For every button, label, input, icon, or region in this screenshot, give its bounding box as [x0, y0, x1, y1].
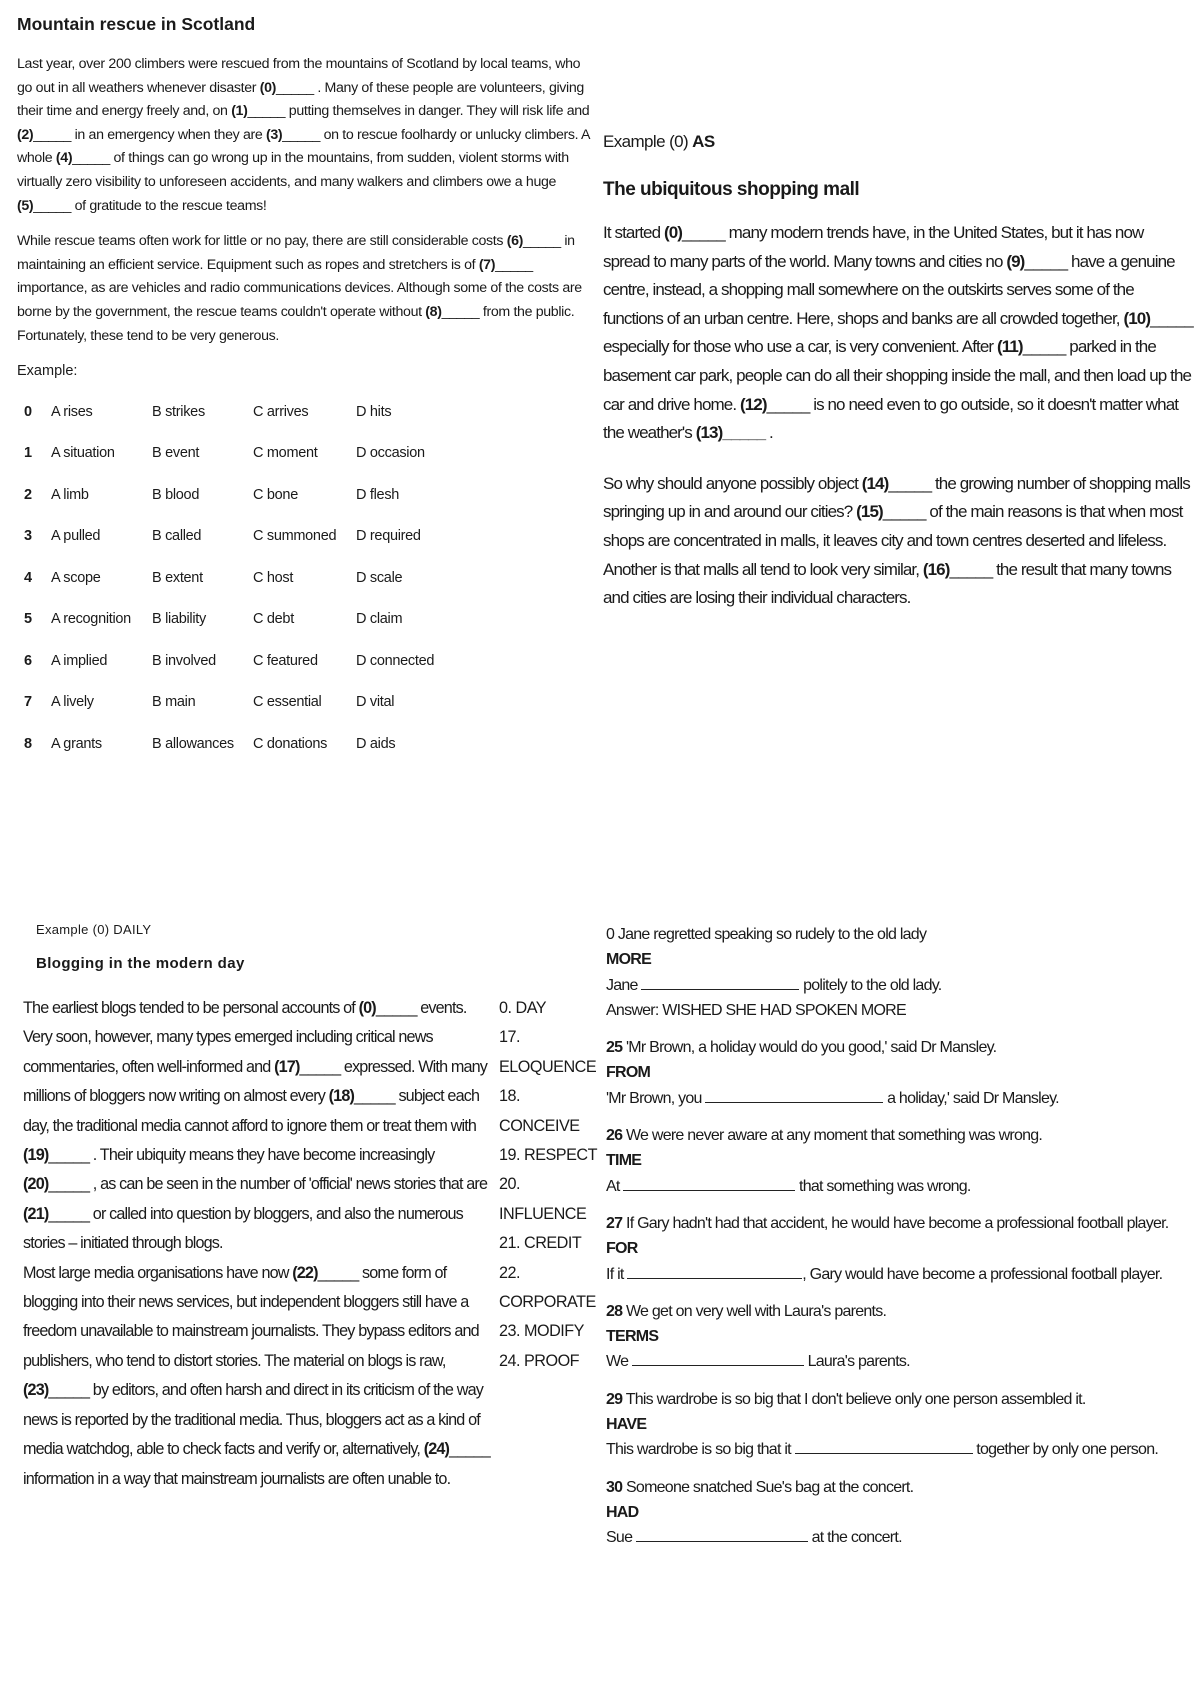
transformation-item: [606, 1475, 1196, 1551]
option-b: B blood: [152, 486, 200, 503]
text-run: _____ information in a way that mainstream journalists are often unable to.: [23, 1440, 490, 1488]
item-number: 30: [606, 1478, 623, 1496]
shopping-mall-section: [603, 132, 1193, 613]
option-c: C debt: [253, 611, 294, 628]
word-prompt: 17.: [499, 1028, 521, 1047]
question-number: 8: [24, 735, 32, 752]
section-title: The ubiquitous shopping mall: [603, 179, 860, 200]
gap-number: (4): [55, 150, 73, 167]
option-d: D aids: [356, 735, 396, 752]
blogging-passage: [23, 994, 493, 1494]
sentence-end: that something was wrong.: [795, 1177, 971, 1195]
text-run: _____ especially for those who use a car, is very convenient. After: [603, 308, 1193, 357]
gap-number: (15): [856, 502, 883, 522]
text-run: _____ by editors, and often harsh and direct in its criticism of the way news is reported by the traditional media. Thus, bloggers act as a kind of media watchdog, able to check facts and verify or, alternatively,: [23, 1381, 483, 1459]
sentence-end: a holiday,' said Dr Mansley.: [883, 1089, 1059, 1107]
sentence-start: Sue: [606, 1529, 636, 1547]
text-run: _____ , as can be seen in the number of 'official' news stories that are: [48, 1175, 488, 1194]
option-c: C essential: [253, 694, 322, 711]
text-run: _____ of things can go wrong up in the mountains, from sudden, violent storms with virtually zero visibility to unforeseen accidents, and many walkers and climbers owe a huge: [17, 150, 569, 190]
section-title: Mountain rescue in Scotland: [17, 14, 256, 34]
option-row: [17, 433, 434, 475]
option-d: D flesh: [356, 486, 400, 503]
example-line: [603, 132, 1193, 152]
option-c: C host: [253, 569, 294, 586]
prompt-text: This wardrobe is so big that I don't believe only one person assembled it.: [622, 1390, 1086, 1408]
gap-number: (24): [423, 1440, 450, 1459]
text-run: _____ is no need even to go outside, so it doesn't matter what the weather's: [603, 394, 1179, 443]
example-label: Example:: [17, 363, 78, 380]
prompt-text: We get on very well with Laura's parents.: [622, 1302, 887, 1320]
sentence-end: Laura's parents.: [803, 1353, 910, 1371]
option-d: D required: [356, 528, 421, 545]
passage-paragraph: [17, 230, 597, 348]
key-word: HAVE: [606, 1416, 647, 1434]
word-prompt: 21. CREDIT: [499, 1234, 582, 1253]
option-c: C donations: [253, 735, 328, 752]
option-a: A pulled: [51, 528, 101, 545]
key-word: FROM: [606, 1064, 651, 1082]
text-run: _____ . Many of these people are volunteers, giving their time and energy freely and, on: [17, 79, 584, 120]
prompt-sentence: [606, 1123, 1196, 1148]
question-number: 4: [24, 569, 32, 586]
gap-number: (0): [358, 999, 376, 1017]
question-number: 2: [24, 486, 32, 503]
word-prompt: 20.: [499, 1175, 521, 1194]
text-run: _____ or called into question by bloggers, and also the numerous stories – initiated through blogs.: [23, 1204, 463, 1253]
passage-paragraph: [17, 53, 597, 218]
option-row: [17, 640, 434, 682]
option-a: A scope: [51, 569, 101, 586]
question-number: 1: [24, 445, 32, 462]
option-d: D occasion: [356, 445, 425, 462]
gap-number: (20): [23, 1175, 49, 1194]
text-run: _____ in an emergency when they are: [33, 126, 266, 143]
word-formation-list: [499, 994, 599, 1376]
text-run: _____ importance, as are vehicles and radio communications devices. Although some of the costs are borne by the government, the rescue teams couldn't operate without: [17, 256, 582, 320]
sentence-start: 'Mr Brown, you: [606, 1089, 706, 1107]
option-b: B involved: [152, 652, 216, 669]
sentence-end: together by only one person.: [972, 1441, 1159, 1459]
option-b: B strikes: [152, 403, 205, 420]
option-b: B liability: [152, 611, 206, 628]
prompt-sentence: [606, 1035, 1196, 1060]
option-a: A limb: [51, 486, 89, 503]
option-b: B called: [152, 528, 202, 545]
sentence-end: at the concert.: [807, 1529, 902, 1547]
item-number: 26: [606, 1127, 623, 1145]
example-prefix: Example (0): [603, 132, 693, 151]
gap-number: (23): [23, 1381, 49, 1400]
prompt-sentence: [606, 1211, 1196, 1236]
prompt-sentence: [606, 1299, 1196, 1324]
answer-blank[interactable]: [795, 1439, 973, 1454]
gap-number: (13)_____: [695, 423, 766, 443]
gap-number: (9): [1006, 251, 1025, 271]
question-number: 6: [24, 652, 32, 669]
prompt-sentence: [606, 922, 1196, 947]
gap-number: (0): [663, 223, 683, 242]
text-run: _____ from the public. Fortunately, these tend to be very generous.: [17, 303, 575, 344]
passage-paragraph: [603, 219, 1193, 448]
option-c: C featured: [253, 652, 318, 669]
option-row: [17, 557, 434, 599]
gapped-sentence: [606, 1437, 1196, 1462]
section-title: Blogging in the modern day: [36, 955, 245, 972]
text-run: _____ the growing number of shopping malls springing up in and around our cities?: [603, 473, 1190, 522]
word-prompt: CORPORATE: [499, 1293, 596, 1312]
item-number: 28: [606, 1302, 623, 1320]
word-prompt: 0. DAY: [499, 999, 547, 1017]
word-prompt: INFLUENCE: [499, 1204, 587, 1223]
option-d: D connected: [356, 652, 435, 669]
item-number: 29: [606, 1390, 623, 1408]
answer-blank[interactable]: [623, 1176, 795, 1191]
option-d: D scale: [356, 569, 403, 586]
text-run: Most large media organisations have now: [23, 1263, 293, 1282]
sentence-start: Jane: [606, 976, 642, 994]
text-run: _____ . Their ubiquity means they have become increasingly: [48, 1146, 435, 1165]
option-c: C arrives: [253, 403, 309, 420]
option-c: C bone: [253, 486, 298, 503]
gap-number: (3): [266, 126, 283, 143]
key-word: HAD: [606, 1503, 639, 1521]
text-run: _____ putting themselves in danger. They will risk life and: [247, 103, 590, 120]
option-row: [17, 474, 434, 516]
text-run: It started: [603, 223, 664, 242]
option-row: [17, 682, 434, 724]
prompt-text: If Gary hadn't had that accident, he would have become a professional football player.: [622, 1214, 1169, 1232]
gap-number: (16): [922, 559, 950, 579]
gapped-sentence: [606, 1262, 1196, 1287]
option-d: D vital: [356, 694, 395, 711]
gap-number: (10): [1123, 308, 1151, 328]
item-number: 25: [606, 1039, 623, 1057]
gapped-sentence: [606, 1174, 1196, 1199]
option-row: [17, 391, 434, 433]
word-prompt: 24. PROOF: [499, 1351, 580, 1370]
key-word: MORE: [606, 951, 651, 969]
option-a: A recognition: [51, 611, 131, 628]
gap-number: (18): [328, 1087, 355, 1106]
gap-number: (2): [17, 126, 34, 143]
text-run: Last year, over 200 climbers were rescued from the mountains of Scotland by local teams, who go out in all weathers whenever disaster: [17, 56, 581, 96]
example-line: Example (0) DAILY: [36, 922, 152, 937]
option-b: B main: [152, 694, 196, 711]
option-a: A lively: [51, 694, 94, 711]
word-prompt: 23. MODIFY: [499, 1322, 584, 1341]
mountain-rescue-section: [17, 14, 597, 765]
sentence-start: This wardrobe is so big that it: [606, 1441, 795, 1459]
prompt-text: Someone snatched Sue's bag at the concert.: [622, 1478, 914, 1496]
transformations-section: [606, 922, 1196, 1551]
word-prompt: 18.: [499, 1087, 521, 1106]
word-prompt: 19. RESPECT: [499, 1146, 597, 1165]
sentence-start: We: [606, 1353, 632, 1371]
option-b: B allowances: [152, 735, 234, 752]
sentence-start: If it: [606, 1265, 628, 1283]
question-number: 7: [24, 694, 32, 711]
key-word: TIME: [606, 1152, 642, 1170]
sentence-end: politely to the old lady.: [799, 976, 942, 994]
transformation-item: [606, 1123, 1196, 1199]
gapped-sentence: [606, 973, 1196, 998]
gapped-sentence: [606, 1086, 1196, 1111]
gap-number: (8): [425, 303, 442, 320]
text-run: _____ of the main reasons is that when most shops are concentrated in malls, it leaves city and town centres deserted and lifeless. Another is that malls all tend to look very similar,: [603, 502, 1183, 579]
answer-blank[interactable]: [632, 1351, 804, 1366]
text-run: _____ expressed. With many millions of bloggers now writing on almost every: [23, 1057, 488, 1106]
gap-number: (21): [23, 1204, 49, 1223]
text-run: _____ have a genuine centre, instead, a shopping mall somewhere on the outskirts serves some of the functions of an urban centre. Here, shops and banks are all crowded together,: [603, 251, 1175, 328]
key-word: FOR: [606, 1240, 638, 1258]
text-run: _____ events. Very soon, however, many types emerged including critical news commentaries, often well-informed and: [23, 999, 467, 1076]
prompt-text: 0 Jane regretted speaking so rudely to the old lady: [606, 926, 927, 943]
gap-number: (11): [997, 337, 1023, 357]
example-answer: Answer: WISHED SHE HAD SPOKEN MORE: [606, 1001, 906, 1019]
passage-paragraph: [603, 470, 1193, 613]
gap-number: (14): [861, 473, 889, 493]
text-run: _____ the result that many towns and cities are losing their individual characters.: [603, 559, 1172, 608]
word-prompt: ELOQUENCE: [499, 1057, 597, 1076]
transformation-item: [606, 1035, 1196, 1111]
word-prompt: 22.: [499, 1263, 521, 1282]
option-row: [17, 516, 434, 558]
answer-blank[interactable]: [641, 975, 799, 990]
answer-blank[interactable]: [627, 1264, 802, 1279]
gapped-sentence: [606, 1525, 1196, 1550]
gapped-sentence: [606, 1349, 1196, 1374]
transformation-item: [606, 1211, 1196, 1287]
prompt-text: We were never aware at any moment that something was wrong.: [622, 1127, 1043, 1145]
text-run: .: [765, 423, 773, 443]
option-a: A rises: [51, 403, 93, 420]
gap-number: (19): [23, 1146, 49, 1165]
gap-number: (12): [739, 394, 767, 414]
prompt-sentence: [606, 1387, 1196, 1412]
answer-blank[interactable]: [705, 1088, 883, 1103]
answer-blank[interactable]: [636, 1527, 808, 1542]
text-run: While rescue teams often work for little or no pay, there are still considerable costs: [17, 233, 507, 250]
question-number: 3: [24, 528, 32, 545]
transformation-item: [606, 1299, 1196, 1375]
option-row: [17, 723, 434, 765]
text-run: So why should anyone possibly object: [603, 473, 862, 493]
option-a: A situation: [51, 445, 115, 462]
option-a: A implied: [51, 652, 108, 669]
sentence-end: , Gary would have become a professional football player.: [802, 1265, 1163, 1283]
option-d: D claim: [356, 611, 403, 628]
text-run: _____ subject each day, the traditional media cannot afford to ignore them or treat them with: [23, 1087, 480, 1135]
key-word: TERMS: [606, 1328, 659, 1346]
prompt-sentence: [606, 1475, 1196, 1500]
gap-number: (5): [17, 197, 34, 214]
text-run: The earliest blogs tended to be personal accounts of: [23, 999, 359, 1017]
option-row: [17, 599, 434, 641]
gap-number: (17): [274, 1057, 300, 1076]
item-number: 27: [606, 1214, 623, 1232]
question-number: 5: [24, 611, 32, 628]
option-b: B extent: [152, 569, 203, 586]
text-run: _____ some form of blogging into their news services, but independent bloggers still have a freedom unavailable to mainstream journalists. They bypass editors and publishers, who tend to distort stories. The material on blogs is raw,: [23, 1263, 479, 1370]
gap-number: (6): [506, 233, 524, 250]
option-a: A grants: [51, 735, 102, 752]
gap-number: (0): [259, 79, 277, 96]
option-d: D hits: [356, 403, 392, 420]
gap-number: (1): [231, 103, 248, 120]
text-run: _____ many modern trends have, in the United States, but it has now spread to many parts of the world. Many towns and cities no: [603, 223, 1144, 271]
gap-number: (22): [292, 1263, 318, 1282]
options-table: [17, 391, 434, 765]
example-answer: AS: [692, 132, 715, 151]
option-b: B event: [152, 445, 200, 462]
question-number: 0: [24, 403, 32, 420]
transformation-item: [606, 1387, 1196, 1463]
text-run: _____ parked in the basement car park, people can do all their shopping inside the mall, and then load up the car and drive home.: [603, 337, 1192, 414]
word-prompt: CONCEIVE: [499, 1116, 580, 1135]
text-run: _____ of gratitude to the rescue teams!: [33, 197, 267, 214]
option-c: C summoned: [253, 528, 337, 545]
sentence-start: At: [606, 1177, 624, 1195]
gap-number: (7): [478, 256, 496, 273]
text-run: _____ on to rescue foolhardy or unlucky climbers. A whole: [17, 126, 590, 167]
transformation-item: [606, 922, 1196, 1023]
option-c: C moment: [253, 445, 318, 462]
text-run: _____ in maintaining an efficient service. Equipment such as ropes and stretchers is of: [17, 233, 575, 273]
prompt-text: 'Mr Brown, a holiday would do you good,' said Dr Mansley.: [622, 1039, 997, 1057]
